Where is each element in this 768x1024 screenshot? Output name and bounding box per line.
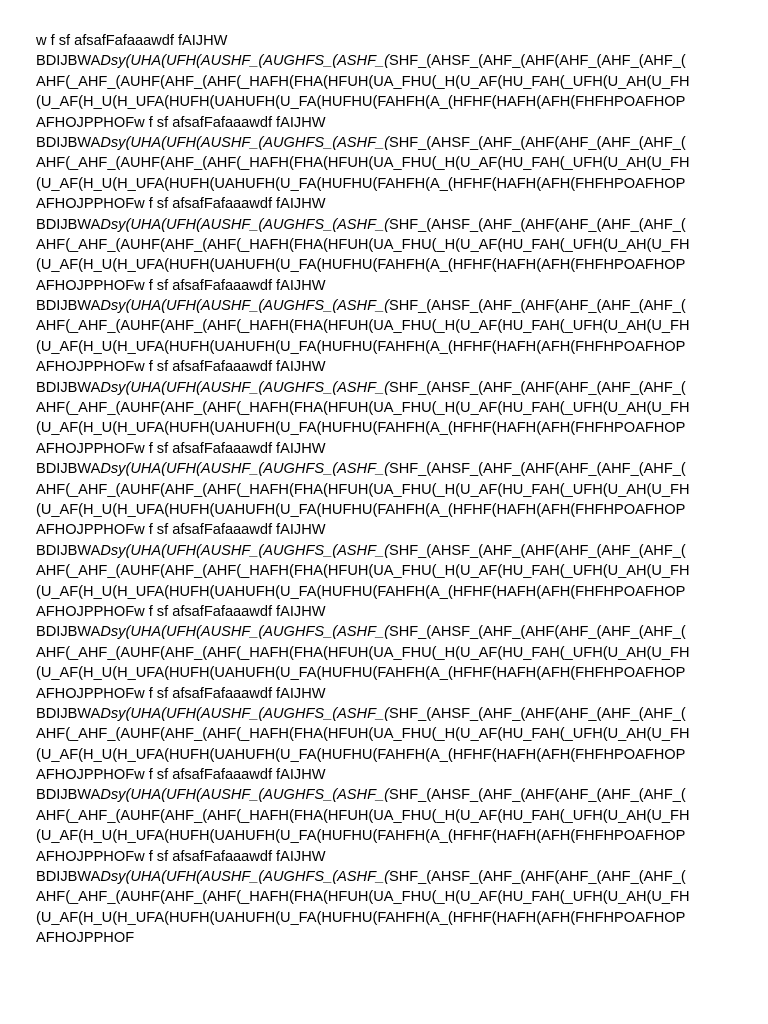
paragraph-end-text: AFHOJPPHOF: [36, 767, 135, 784]
paragraph-line: [36, 133, 736, 153]
paragraph-lead-text: BDIJBWA: [36, 134, 101, 151]
paragraph-tail-text: w f sf afsafFafaaawdf fAIJHW: [134, 277, 326, 294]
paragraph-lead-text: BDIJBWA: [36, 787, 101, 804]
paragraph-text: SHF_(AHSF_(AHF_(AHF(AHF_(AHF_(AHF_(: [388, 298, 686, 315]
paragraph-text: SHF_(AHSF_(AHF_(AHF(AHF_(AHF_(AHF_(: [388, 542, 686, 559]
paragraph-italic-text: Dsy(UHA(UFH(AUSHF_(AUGHFS_(ASHF_(: [100, 134, 389, 151]
paragraph-line: [36, 847, 736, 867]
paragraph-line: [36, 602, 736, 622]
paragraph-end-text: AFHOJPPHOF: [36, 685, 135, 702]
paragraph-text: SHF_(AHSF_(AHF_(AHF(AHF_(AHF_(AHF_(: [388, 624, 686, 641]
paragraph-italic-text: Dsy(UHA(UFH(AUSHF_(AUGHFS_(ASHF_(: [100, 705, 389, 722]
paragraph-line: [36, 785, 736, 805]
paragraph-line: [36, 51, 736, 71]
paragraph-line: [36, 520, 736, 540]
paragraph-text: SHF_(AHSF_(AHF_(AHF(AHF_(AHF_(AHF_(: [388, 134, 686, 151]
paragraph-line: [36, 194, 736, 214]
paragraph-line: AHF(_AHF_(AUHF(AHF_(AHF(_HAFH(FHA(HFUH(UA_FHU(_H(U_AF(HU_FAH(_UFH(U_AH(U_FH: [36, 400, 690, 417]
paragraph-line: (U_AF(H_U(H_UFA(HUFH(UAHUFH(U_FA(HUFHU(FAHFH(A_(HFHF(HAFH(AFH(FHFHPOAFHOP: [36, 746, 686, 763]
paragraph-end-text: AFHOJPPHOF: [36, 440, 135, 457]
paragraph-tail-text: w f sf afsafFafaaawdf fAIJHW: [134, 685, 326, 702]
paragraph-italic-text: Dsy(UHA(UFH(AUSHF_(AUGHFS_(ASHF_(: [100, 869, 389, 886]
paragraph-italic-text: Dsy(UHA(UFH(AUSHF_(AUGHFS_(ASHF_(: [100, 542, 389, 559]
paragraph-tail-text: w f sf afsafFafaaawdf fAIJHW: [134, 848, 326, 865]
paragraph-line: [36, 541, 736, 561]
paragraph-lead-text: BDIJBWA: [36, 869, 101, 886]
paragraph-lead-text: BDIJBWA: [36, 298, 101, 315]
paragraph-line: AHF(_AHF_(AUHF(AHF_(AHF(_HAFH(FHA(HFUH(UA_FHU(_H(U_AF(HU_FAH(_UFH(U_AH(U_FH: [36, 73, 690, 90]
paragraph-text: SHF_(AHSF_(AHF_(AHF(AHF_(AHF_(AHF_(: [388, 705, 686, 722]
paragraph-lead-text: BDIJBWA: [36, 216, 101, 233]
paragraph-line: AHF(_AHF_(AUHF(AHF_(AHF(_HAFH(FHA(HFUH(UA_FHU(_H(U_AF(HU_FAH(_UFH(U_AH(U_FH: [36, 889, 690, 906]
paragraph-end-text: AFHOJPPHOF: [36, 277, 135, 294]
paragraph-italic-text: Dsy(UHA(UFH(AUSHF_(AUGHFS_(ASHF_(: [100, 53, 389, 70]
paragraph-line: AHF(_AHF_(AUHF(AHF_(AHF(_HAFH(FHA(HFUH(UA_FHU(_H(U_AF(HU_FAH(_UFH(U_AH(U_FH: [36, 481, 690, 498]
paragraph-text: SHF_(AHSF_(AHF_(AHF(AHF_(AHF_(AHF_(: [388, 461, 686, 478]
paragraph-end-text: AFHOJPPHOF: [36, 603, 135, 620]
paragraph-lead-text: BDIJBWA: [36, 705, 101, 722]
paragraph-line: [36, 459, 736, 479]
paragraph-text: SHF_(AHSF_(AHF_(AHF(AHF_(AHF_(AHF_(: [388, 869, 686, 886]
paragraph-line: (U_AF(H_U(H_UFA(HUFH(UAHUFH(U_FA(HUFHU(FAHFH(A_(HFHF(HAFH(AFH(FHFHPOAFHOP: [36, 909, 686, 926]
paragraph-line: [36, 276, 736, 296]
paragraph-italic-text: Dsy(UHA(UFH(AUSHF_(AUGHFS_(ASHF_(: [100, 379, 389, 396]
paragraph-tail-text: w f sf afsafFafaaawdf fAIJHW: [134, 767, 326, 784]
paragraph-line: AHF(_AHF_(AUHF(AHF_(AHF(_HAFH(FHA(HFUH(UA_FHU(_H(U_AF(HU_FAH(_UFH(U_AH(U_FH: [36, 563, 690, 580]
paragraph-line: [36, 622, 736, 642]
paragraph-line: (U_AF(H_U(H_UFA(HUFH(UAHUFH(U_FA(HUFHU(FAHFH(A_(HFHF(HAFH(AFH(FHFHPOAFHOP: [36, 257, 686, 274]
paragraph-line: [36, 439, 736, 459]
paragraph-tail-text: w f sf afsafFafaaawdf fAIJHW: [134, 359, 326, 376]
paragraph-line: AHF(_AHF_(AUHF(AHF_(AHF(_HAFH(FHA(HFUH(UA_FHU(_H(U_AF(HU_FAH(_UFH(U_AH(U_FH: [36, 236, 690, 253]
paragraph-line: (U_AF(H_U(H_UFA(HUFH(UAHUFH(U_FA(HUFHU(FAHFH(A_(HFHF(HAFH(AFH(FHFHPOAFHOP: [36, 828, 686, 845]
paragraph-tail-text: w f sf afsafFafaaawdf fAIJHW: [134, 114, 326, 131]
paragraph-line: [36, 765, 736, 785]
paragraph-tail-text: w f sf afsafFafaaawdf fAIJHW: [134, 196, 326, 213]
paragraph-end-text: AFHOJPPHOF: [36, 114, 135, 131]
paragraph-line: [36, 357, 736, 377]
paragraph-line: (U_AF(H_U(H_UFA(HUFH(UAHUFH(U_FA(HUFHU(FAHFH(A_(HFHF(HAFH(AFH(FHFHPOAFHOP: [36, 583, 686, 600]
paragraph-line: [36, 378, 736, 398]
paragraph-end-text: AFHOJPPHOF: [36, 848, 135, 865]
paragraph-tail-text: w f sf afsafFafaaawdf fAIJHW: [134, 522, 326, 539]
paragraph-line: (U_AF(H_U(H_UFA(HUFH(UAHUFH(U_FA(HUFHU(FAHFH(A_(HFHF(HAFH(AFH(FHFHPOAFHOP: [36, 338, 686, 355]
paragraph-italic-text: Dsy(UHA(UFH(AUSHF_(AUGHFS_(ASHF_(: [100, 461, 389, 478]
paragraph-lead-text: BDIJBWA: [36, 461, 101, 478]
paragraph-line: (U_AF(H_U(H_UFA(HUFH(UAHUFH(U_FA(HUFHU(FAHFH(A_(HFHF(HAFH(AFH(FHFHPOAFHOP: [36, 94, 686, 111]
paragraph-lead-text: BDIJBWA: [36, 542, 101, 559]
paragraph-line: (U_AF(H_U(H_UFA(HUFH(UAHUFH(U_FA(HUFHU(FAHFH(A_(HFHF(HAFH(AFH(FHFHPOAFHOP: [36, 665, 686, 682]
document-title-line: w f sf afsafFafaaawdf fAIJHW: [36, 33, 228, 49]
paragraph-line: (U_AF(H_U(H_UFA(HUFH(UAHUFH(U_FA(HUFHU(FAHFH(A_(HFHF(HAFH(AFH(FHFHPOAFHOP: [36, 420, 686, 437]
document-body: [36, 31, 736, 949]
paragraph-text: SHF_(AHSF_(AHF_(AHF(AHF_(AHF_(AHF_(: [388, 379, 686, 396]
paragraph-line: AHF(_AHF_(AUHF(AHF_(AHF(_HAFH(FHA(HFUH(UA_FHU(_H(U_AF(HU_FAH(_UFH(U_AH(U_FH: [36, 807, 690, 824]
paragraph-line: [36, 928, 736, 948]
document-blocks: [36, 51, 736, 948]
paragraph-line: AHF(_AHF_(AUHF(AHF_(AHF(_HAFH(FHA(HFUH(UA_FHU(_H(U_AF(HU_FAH(_UFH(U_AH(U_FH: [36, 726, 690, 743]
paragraph-tail-text: w f sf afsafFafaaawdf fAIJHW: [134, 603, 326, 620]
paragraph-end-text: AFHOJPPHOF: [36, 196, 135, 213]
paragraph-line: (U_AF(H_U(H_UFA(HUFH(UAHUFH(U_FA(HUFHU(FAHFH(A_(HFHF(HAFH(AFH(FHFHPOAFHOP: [36, 501, 686, 518]
paragraph-italic-text: Dsy(UHA(UFH(AUSHF_(AUGHFS_(ASHF_(: [100, 787, 389, 804]
paragraph-line: [36, 113, 736, 133]
paragraph-line: [36, 296, 736, 316]
paragraph-tail-text: w f sf afsafFafaaawdf fAIJHW: [134, 440, 326, 457]
paragraph-lead-text: BDIJBWA: [36, 624, 101, 641]
paragraph-line: [36, 684, 736, 704]
paragraph-line: [36, 704, 736, 724]
paragraph-end-text: AFHOJPPHOF: [36, 522, 135, 539]
paragraph-lead-text: BDIJBWA: [36, 53, 101, 70]
paragraph-line: [36, 215, 736, 235]
paragraph-end-text: AFHOJPPHOF: [36, 359, 135, 376]
paragraph-line: [36, 867, 736, 887]
paragraph-italic-text: Dsy(UHA(UFH(AUSHF_(AUGHFS_(ASHF_(: [100, 298, 389, 315]
paragraph-text: SHF_(AHSF_(AHF_(AHF(AHF_(AHF_(AHF_(: [388, 787, 686, 804]
paragraph-end-text: AFHOJPPHOF: [36, 930, 135, 947]
paragraph-text: SHF_(AHSF_(AHF_(AHF(AHF_(AHF_(AHF_(: [388, 216, 686, 233]
paragraph-italic-text: Dsy(UHA(UFH(AUSHF_(AUGHFS_(ASHF_(: [100, 216, 389, 233]
paragraph-line: AHF(_AHF_(AUHF(AHF_(AHF(_HAFH(FHA(HFUH(UA_FHU(_H(U_AF(HU_FAH(_UFH(U_AH(U_FH: [36, 155, 690, 172]
paragraph-italic-text: Dsy(UHA(UFH(AUSHF_(AUGHFS_(ASHF_(: [100, 624, 389, 641]
paragraph-line: AHF(_AHF_(AUHF(AHF_(AHF(_HAFH(FHA(HFUH(UA_FHU(_H(U_AF(HU_FAH(_UFH(U_AH(U_FH: [36, 318, 690, 335]
paragraph-text: SHF_(AHSF_(AHF_(AHF(AHF_(AHF_(AHF_(: [388, 53, 686, 70]
paragraph-lead-text: BDIJBWA: [36, 379, 101, 396]
paragraph-line: (U_AF(H_U(H_UFA(HUFH(UAHUFH(U_FA(HUFHU(FAHFH(A_(HFHF(HAFH(AFH(FHFHPOAFHOP: [36, 175, 686, 192]
paragraph-line: AHF(_AHF_(AUHF(AHF_(AHF(_HAFH(FHA(HFUH(UA_FHU(_H(U_AF(HU_FAH(_UFH(U_AH(U_FH: [36, 644, 690, 661]
